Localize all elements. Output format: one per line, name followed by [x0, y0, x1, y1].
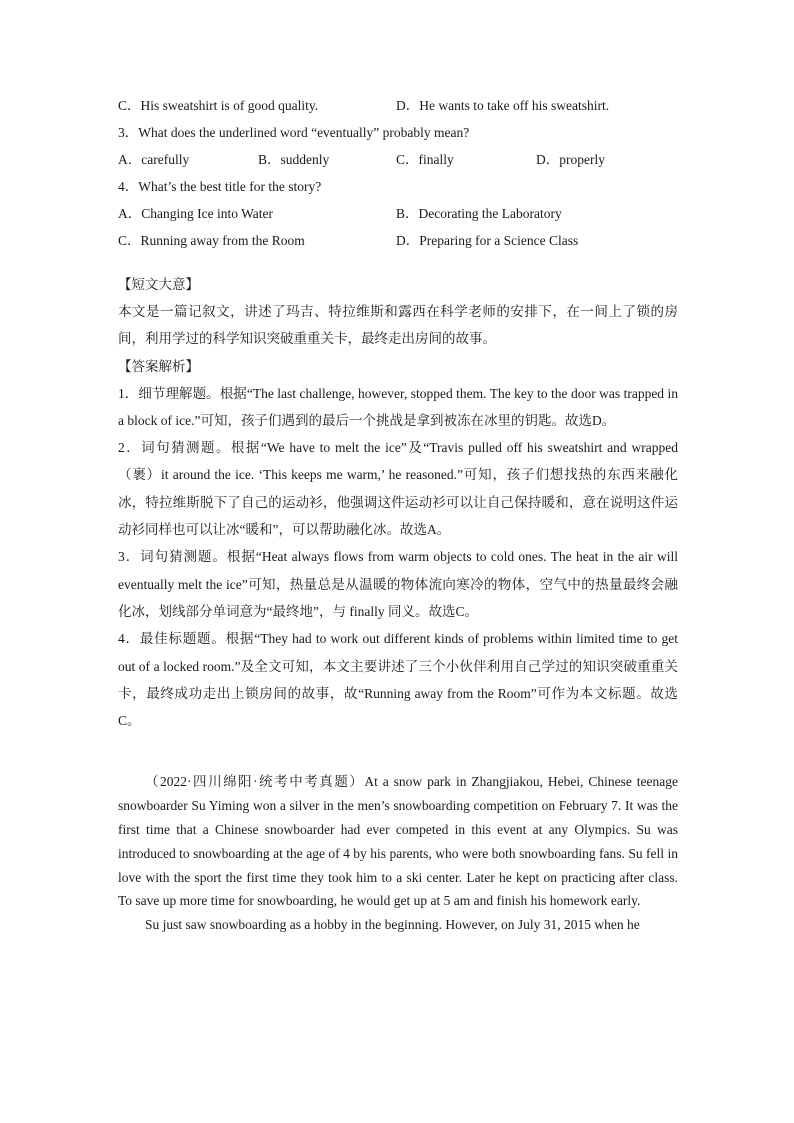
analysis-item-4: 4．最佳标题题。根据“They had to work out different kinds of problems within limited time to get out of a locked room.”及全文可知，本文主要讲述了三个小伙伴利用自己学过的知识突破重重关卡，最终成功走出上锁房间的故事，故“Running away from the Room”可作为本文标题。故选C。: [118, 631, 678, 729]
option-a: A．carefully: [118, 152, 190, 167]
summary-heading: 【短文大意】: [118, 277, 199, 292]
option-d: D．properly: [536, 152, 605, 167]
question-4: [118, 173, 678, 200]
analysis-item-1: 1．细节理解题。根据“The last challenge, however, stopped them. The key to the door was trapped in a block of ice.”可知，孩子们遇到的最后一个挑战是拿到被冻在冰里的钥匙。故选D。: [118, 385, 678, 428]
reading-passage: [118, 770, 678, 937]
analysis-item-3: 3．词句猜测题。根据“Heat always flows from warm objects to cold ones. The heat in the air will eventually melt the ice”可知，热量总是从温暖的物体流向寒冷的物体，空气中的热量最终会融化冰，划线部分单词意为“最终地”，与 finally 同义。故选C。: [118, 549, 678, 619]
option-b: B．Decorating the Laboratory: [396, 206, 562, 221]
option-c: C．His sweatshirt is of good quality.: [118, 98, 319, 113]
option-b: B．suddenly: [258, 152, 330, 167]
option-c: C．finally: [396, 152, 454, 167]
question-2-options-cd: [118, 92, 678, 119]
summary-text: 本文是一篇记叙文，讲述了玛吉、特拉维斯和露西在科学老师的安排下，在一间上了锁的房间，利用学过的科学知识突破重重关卡，最终走出房间的故事。: [118, 304, 678, 347]
passage-paragraph-2: Su just saw snowboarding as a hobby in the beginning. However, on July 31, 2015 when he: [145, 917, 640, 933]
option-a: A．Changing Ice into Water: [118, 206, 273, 221]
question-text: 3．What does the underlined word “eventually” probably mean?: [118, 125, 470, 140]
option-d: D．Preparing for a Science Class: [396, 233, 579, 248]
option-d: D．He wants to take off his sweatshirt.: [396, 98, 610, 113]
question-3-options: [118, 146, 678, 173]
passage-paragraph-1: （2022·四川绵阳·统考中考真题）At a snow park in Zhangjiakou, Hebei, Chinese teenage snowboarder Su Yiming won a silver in the men’s snowboarding competition on February 7. It was the first time that a Chinese snowboarder had ever competed in this event at any Olympics. Su was introduced to snowboarding at the age of 4 by his parents, who were both snowboarding fans. Su fell in love with the sport the first time they took him to a ski center. Later he kept on practicing after class. To save up more time for snowboarding, he would get up at 5 am and finish his homework early.: [118, 774, 678, 909]
question-3: [118, 119, 678, 146]
analysis-item-2: 2．词句猜测题。根据“We have to melt the ice”及“Travis pulled off his sweatshirt and wrapped（裹）it around the ice. ‘This keeps me warm,’ he reasoned.”可知，孩子们想找热的东西来融化冰，特拉维斯脱下了自己的运动衫，他强调这件运动衫可以让自己保持暖和，意在说明这件运动衫同样也可以让冰“暖和”，可以帮助融化冰。故选A。: [118, 440, 678, 538]
question-text: 4．What’s the best title for the story?: [118, 179, 322, 194]
question-4-options-ab: [118, 200, 678, 227]
document-content: [118, 92, 678, 937]
option-c: C．Running away from the Room: [118, 233, 305, 248]
question-4-options-cd: [118, 227, 678, 254]
analysis-heading: 【答案解析】: [118, 358, 199, 374]
